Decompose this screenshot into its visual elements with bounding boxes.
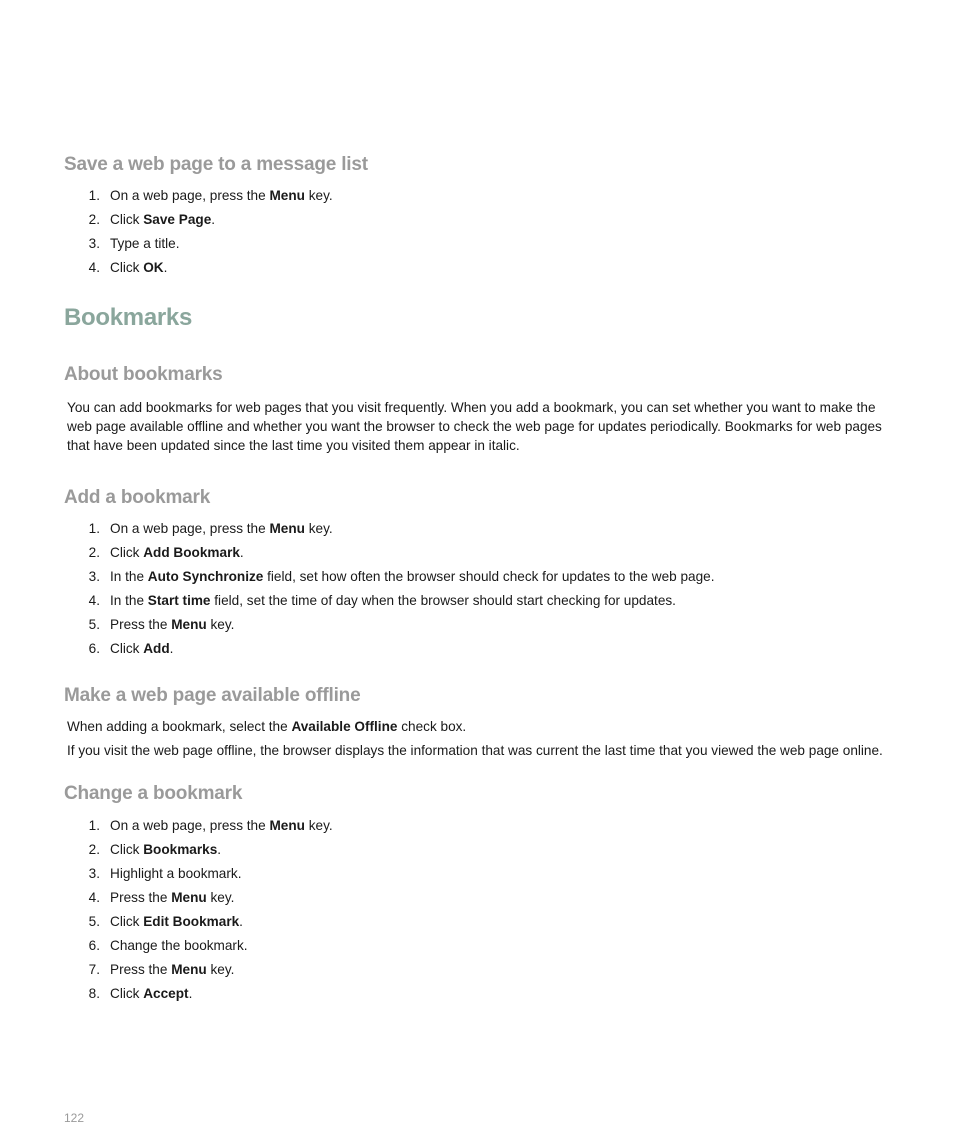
heading-about-bookmarks: About bookmarks xyxy=(64,364,223,385)
step-text-end: . xyxy=(239,914,243,929)
step-text-end: key. xyxy=(206,890,235,905)
step-text-end: key. xyxy=(304,521,333,536)
step-ui-term: Add xyxy=(143,641,170,656)
step-ui-term: Add Bookmark xyxy=(143,545,240,560)
step-ui-term: Auto Synchronize xyxy=(147,569,264,584)
step-ui-term: Save Page xyxy=(143,212,212,227)
step-number: 2. xyxy=(88,842,100,857)
list-item xyxy=(64,517,715,541)
step-text: Type a title. xyxy=(110,236,180,251)
list-item xyxy=(64,208,333,232)
list-item xyxy=(64,589,715,613)
step-text: In the xyxy=(110,569,148,584)
step-text-end: key. xyxy=(206,962,235,977)
step-text-end: field, set how often the browser should check for updates to the web page. xyxy=(263,569,715,584)
step-ui-term: Menu xyxy=(269,521,305,536)
list-item xyxy=(64,886,333,910)
heading-make-offline: Make a web page available offline xyxy=(64,685,361,706)
step-text-end: field, set the time of day when the browser should start checking for updates. xyxy=(210,593,676,608)
step-ui-term: Menu xyxy=(269,818,305,833)
list-item xyxy=(64,838,333,862)
step-number: 4. xyxy=(88,593,100,608)
list-item xyxy=(64,982,333,1006)
heading-bookmarks: Bookmarks xyxy=(64,304,193,331)
step-number: 6. xyxy=(88,938,100,953)
step-number: 2. xyxy=(88,545,100,560)
list-item xyxy=(64,862,333,886)
step-text: Click xyxy=(110,260,144,275)
step-number: 4. xyxy=(88,890,100,905)
step-text-end: . xyxy=(239,545,244,560)
step-number: 8. xyxy=(88,986,100,1001)
step-number: 1. xyxy=(88,521,100,536)
step-text-end: key. xyxy=(304,188,333,203)
step-ui-term: Accept xyxy=(143,986,189,1001)
list-item xyxy=(64,910,333,934)
offline-paragraph-2: If you visit the web page offline, the browser displays the information that was current the last time that you viewed the web page online. xyxy=(67,743,883,758)
heading-add-bookmark: Add a bookmark xyxy=(64,487,211,508)
list-item xyxy=(64,613,715,637)
step-ui-term: Menu xyxy=(171,890,207,905)
step-ui-term: Menu xyxy=(269,188,305,203)
step-text: Press the xyxy=(110,890,172,905)
step-text: On a web page, press the xyxy=(110,521,270,536)
step-ui-term: Menu xyxy=(171,962,207,977)
list-item xyxy=(64,565,715,589)
list-item xyxy=(64,232,333,256)
list-item xyxy=(64,637,715,661)
step-text: Click xyxy=(110,842,144,857)
step-ui-term: Edit Bookmark xyxy=(143,914,240,929)
steps-change-bookmark xyxy=(64,814,333,1006)
step-text-end: . xyxy=(163,260,168,275)
steps-save-web-page xyxy=(64,184,333,280)
step-number: 7. xyxy=(88,962,100,977)
step-ui-term: Bookmarks xyxy=(143,842,218,857)
step-number: 3. xyxy=(88,866,100,881)
heading-change-bookmark: Change a bookmark xyxy=(64,783,243,804)
offline-p1-post: check box. xyxy=(397,719,467,734)
step-ui-term: Menu xyxy=(171,617,207,632)
step-number: 6. xyxy=(88,641,100,656)
step-number: 2. xyxy=(88,212,100,227)
step-text-end: . xyxy=(169,641,174,656)
step-number: 4. xyxy=(88,260,100,275)
step-number: 5. xyxy=(88,617,100,632)
step-number: 5. xyxy=(88,914,100,929)
step-text-end: . xyxy=(217,842,222,857)
page-number: 122 xyxy=(64,1111,85,1125)
list-item xyxy=(64,958,333,982)
step-text: Press the xyxy=(110,962,172,977)
offline-p1-bold: Available Offline xyxy=(291,719,398,734)
heading-save-web-page: Save a web page to a message list xyxy=(64,154,368,175)
step-text: In the xyxy=(110,593,148,608)
list-item xyxy=(64,184,333,208)
step-text: Click xyxy=(110,545,144,560)
step-text: On a web page, press the xyxy=(110,818,270,833)
step-ui-term: Start time xyxy=(147,593,211,608)
step-text-end: key. xyxy=(304,818,333,833)
step-number: 1. xyxy=(88,818,100,833)
step-text: Click xyxy=(110,641,144,656)
step-text-end: key. xyxy=(206,617,235,632)
list-item xyxy=(64,541,715,565)
step-text: Click xyxy=(110,986,144,1001)
step-text: Change the bookmark. xyxy=(110,938,248,953)
about-bookmarks-paragraph: You can add bookmarks for web pages that you visit frequently. When you add a bookmark, you can set whether you want to make the web page available offline and whether you want the browser to check the web page for updates periodically. Bookmarks for web pages that have been updated since the last time you visited them appear in italic. xyxy=(67,400,882,453)
step-number: 3. xyxy=(88,569,100,584)
offline-p1-pre: When adding a bookmark, select the xyxy=(67,719,292,734)
list-item xyxy=(64,256,333,280)
offline-paragraph-1 xyxy=(67,717,897,736)
list-item xyxy=(64,934,333,958)
step-text-end: . xyxy=(188,986,193,1001)
step-text: On a web page, press the xyxy=(110,188,270,203)
step-number: 3. xyxy=(88,236,100,251)
step-text-end: . xyxy=(211,212,216,227)
step-text: Click xyxy=(110,914,144,929)
step-text: Click xyxy=(110,212,144,227)
step-text: Press the xyxy=(110,617,172,632)
step-text: Highlight a bookmark. xyxy=(110,866,242,881)
list-item xyxy=(64,814,333,838)
steps-add-bookmark xyxy=(64,517,715,661)
step-ui-term: OK xyxy=(143,260,164,275)
step-number: 1. xyxy=(88,188,100,203)
